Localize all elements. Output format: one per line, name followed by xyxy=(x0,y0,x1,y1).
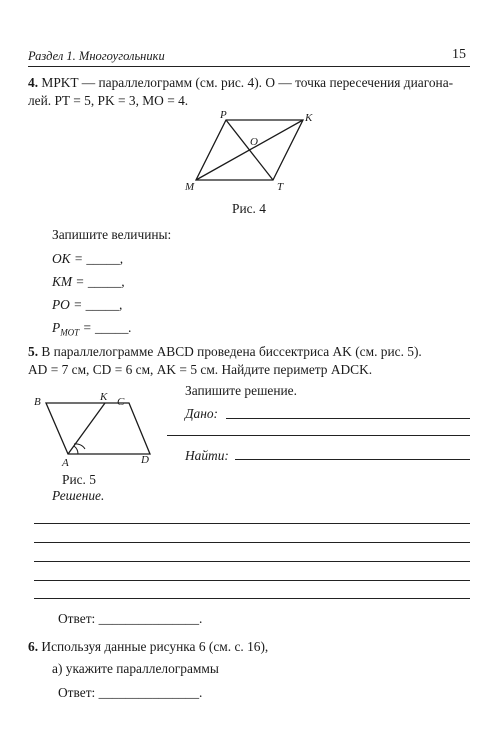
fig5-label-a: A xyxy=(62,457,69,469)
fig5-label-d: D xyxy=(141,454,149,466)
task6-line1 xyxy=(28,638,268,655)
figure-5-parallelogram xyxy=(28,390,163,470)
task6-sub-a: а) укажите параллелограммы xyxy=(52,661,219,676)
fig4-label-m: M xyxy=(185,181,195,193)
solution-line-3[interactable] xyxy=(34,561,470,562)
task4-text2: лей. PT = 5, PK = 3, MO = 4. xyxy=(28,93,189,108)
figure-4-parallelogram xyxy=(180,110,330,195)
perimeter-symbol: P xyxy=(52,320,61,335)
find-line[interactable] xyxy=(235,459,470,460)
perimeter-value: = _____. xyxy=(82,320,132,335)
fig5-label-c: C xyxy=(117,396,125,408)
task4-item-perimeter[interactable] xyxy=(52,319,132,342)
task5-text2: AD = 7 см, CD = 6 см, AK = 5 см. Найдите периметр ADCK. xyxy=(28,362,373,377)
record-prompt: Запишите решение. xyxy=(185,383,297,398)
given-label: Дано: xyxy=(185,406,219,421)
fig4-label-t: T xyxy=(277,181,284,193)
task4-item-po[interactable]: PO = _____, xyxy=(52,297,123,312)
task5-answer[interactable]: Ответ: _______________. xyxy=(58,611,203,626)
solution-line-1[interactable] xyxy=(34,523,470,524)
given-line-1[interactable] xyxy=(226,418,470,419)
task4-prompt: Запишите величины: xyxy=(52,227,172,242)
figure-4-caption: Рис. 4 xyxy=(232,201,266,216)
solution-line-5[interactable] xyxy=(34,598,470,599)
perimeter-subscript: MOT xyxy=(60,327,80,338)
section-title: Раздел 1. Многоугольники xyxy=(28,49,165,63)
task6-number: 6. xyxy=(28,639,39,654)
task6-answer[interactable]: Ответ: _______________. xyxy=(58,685,203,700)
figure-5-caption: Рис. 5 xyxy=(62,472,96,487)
fig4-label-p: P xyxy=(220,110,227,121)
task4-text1: MPKT — параллелограмм (см. рис. 4). O — точка пересечения диагона- xyxy=(41,75,454,90)
header-rule xyxy=(28,66,470,67)
task4-item-km[interactable]: KM = _____, xyxy=(52,274,125,289)
task6-text1: Используя данные рисунка 6 (см. с. 16), xyxy=(41,639,269,654)
fig4-label-o: O xyxy=(250,136,258,148)
fig4-label-k: K xyxy=(305,112,313,124)
fig5-label-k: K xyxy=(100,391,108,403)
task5-number: 5. xyxy=(28,344,39,359)
solution-line-2[interactable] xyxy=(34,542,470,543)
page-number: 15 xyxy=(452,47,466,62)
task5-text1: В параллелограмме ABCD проведена биссектриса AK (см. рис. 5). xyxy=(41,344,422,359)
find-label: Найти: xyxy=(185,448,229,463)
task5-line1 xyxy=(28,343,422,360)
task4-number: 4. xyxy=(28,75,39,90)
given-line-2[interactable] xyxy=(167,435,470,436)
solution-line-4[interactable] xyxy=(34,580,470,581)
task4-line1 xyxy=(28,74,453,91)
fig5-label-b: B xyxy=(34,396,41,408)
task4-item-ok[interactable]: OK = _____, xyxy=(52,251,124,266)
solution-label: Решение. xyxy=(52,488,105,503)
